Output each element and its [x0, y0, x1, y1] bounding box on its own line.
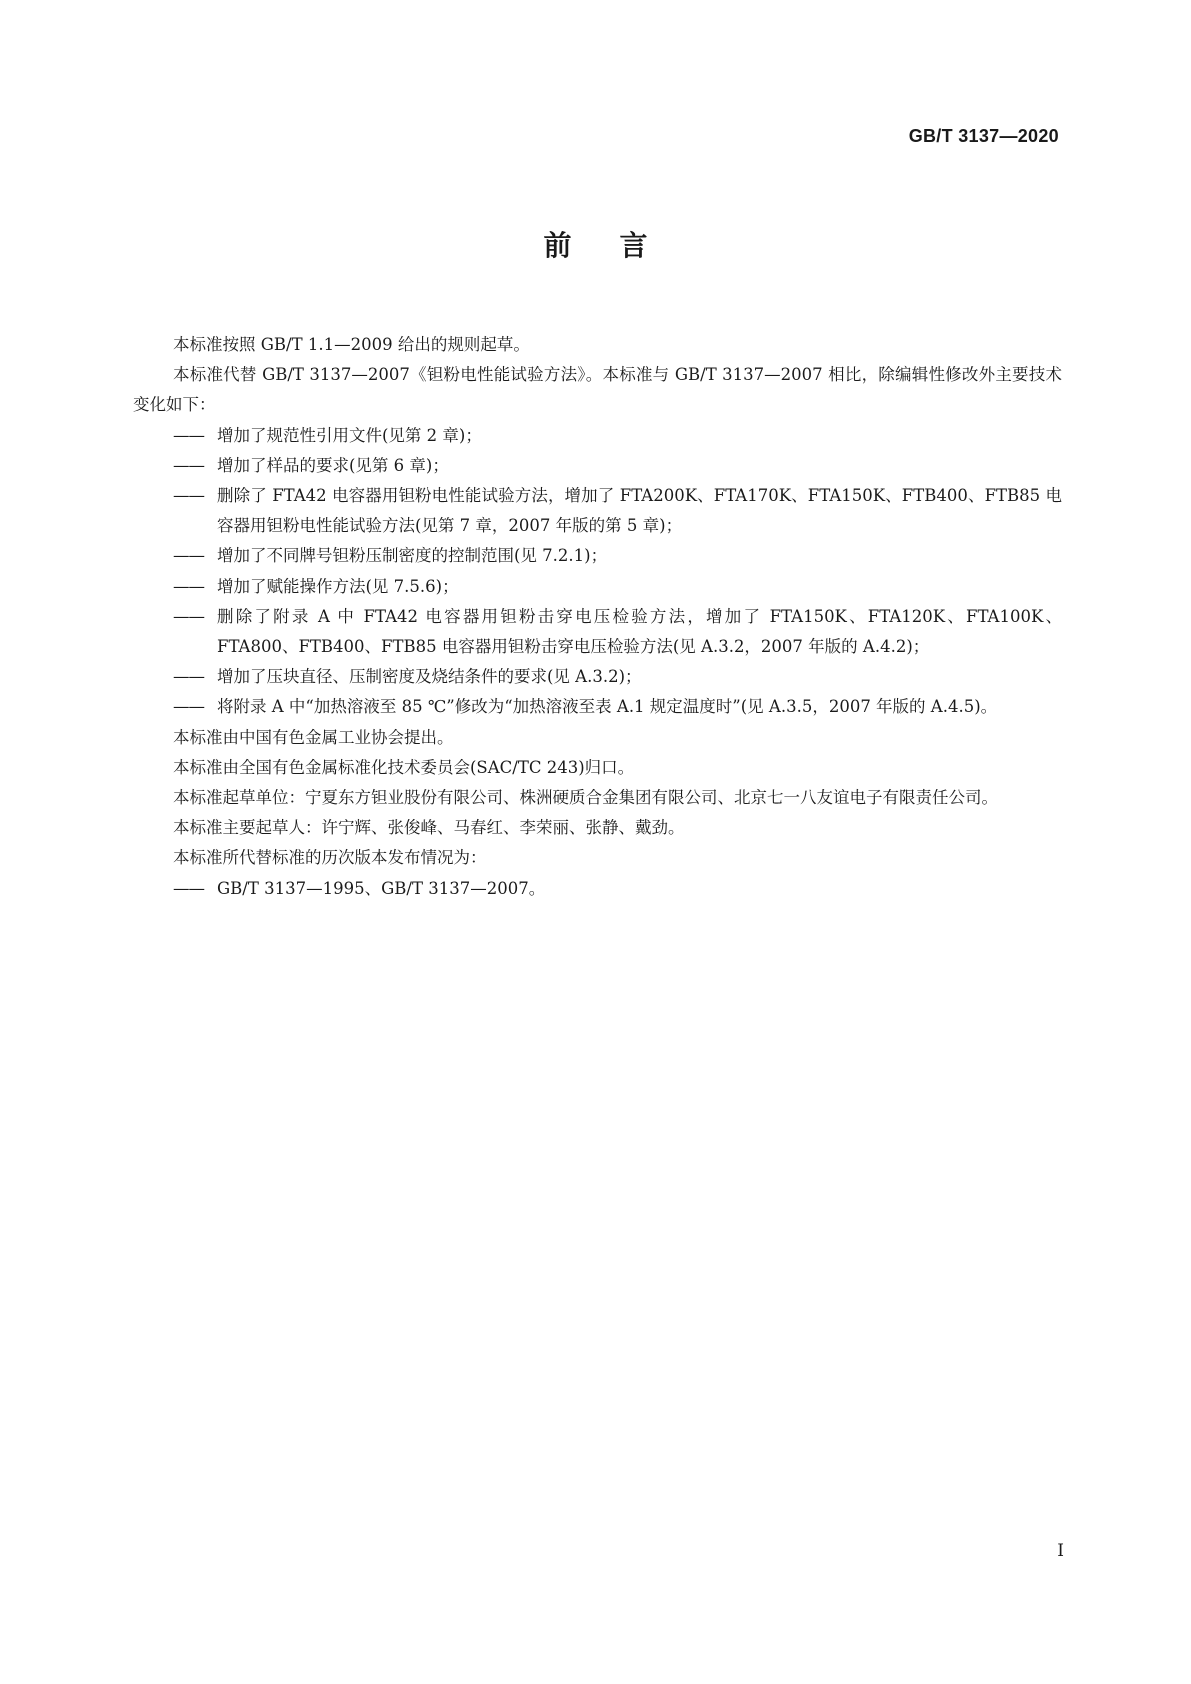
list-item-text: 增加了规范性引用文件(见第 2 章)；	[217, 425, 482, 445]
dash-marker: ——	[173, 455, 204, 475]
list-item	[133, 692, 1062, 722]
list-item	[133, 541, 1062, 571]
list-item	[133, 451, 1062, 481]
paragraph-drafting-rules: 本标准按照 GB/T 1.1—2009 给出的规则起草。	[173, 335, 530, 354]
paragraph-version-history: 本标准所代替标准的历次版本发布情况为：	[173, 848, 487, 868]
list-item-text: 增加了赋能操作方法(见 7.5.6)；	[217, 576, 459, 596]
dash-marker: ——	[173, 697, 204, 717]
list-item-text: GB/T 3137—1995、GB/T 3137—2007。	[217, 878, 546, 898]
standard-code: GB/T 3137—2020	[908, 126, 1059, 146]
list-item-text: 删除了 FTA42 电容器用钽粉电性能试验方法，增加了 FTA200K、FTA170K、FTA150K、FTB400、FTB85 电容器用钽粉电性能试验方法(见第 7 章，2007 年版的第 5 章)；	[217, 486, 1062, 536]
list-item	[133, 481, 1062, 541]
list-item	[133, 421, 1062, 451]
list-item	[133, 602, 1062, 662]
list-item-text: 删除了附录 A 中 FTA42 电容器用钽粉击穿电压检验方法，增加了 FTA150K、FTA120K、FTA100K、FTA800、FTB400、FTB85 电容器用钽粉击穿电压检验方法(见 A.3.2，2007 年版的 A.4.2)；	[217, 606, 1062, 657]
list-item-text: 增加了样品的要求(见第 6 章)；	[217, 455, 449, 475]
list-item	[133, 662, 1062, 692]
dash-marker: ——	[173, 878, 204, 898]
dash-marker: ——	[173, 425, 204, 445]
dash-marker: ——	[173, 546, 204, 566]
page-title: 前言	[543, 229, 696, 262]
dash-marker: ——	[173, 667, 204, 687]
dash-marker: ——	[173, 486, 204, 506]
list-item-text: 增加了压块直径、压制密度及烧结条件的要求(见 A.3.2)；	[217, 667, 642, 687]
list-item-version	[133, 874, 1062, 904]
dash-marker: ——	[173, 606, 204, 626]
paragraph-committee: 本标准由全国有色金属标准化技术委员会(SAC/TC 243)归口。	[173, 757, 635, 777]
paragraph-replacement: 本标准代替 GB/T 3137—2007《钽粉电性能试验方法》。本标准与 GB/T 3137—2007 相比，除编辑性修改外主要技术变化如下：	[133, 365, 1062, 415]
page-number: I	[1057, 1541, 1064, 1561]
list-item	[133, 572, 1062, 602]
dash-marker: ——	[173, 576, 204, 596]
paragraph-proposer: 本标准由中国有色金属工业协会提出。	[173, 727, 454, 747]
list-item-text: 将附录 A 中“加热溶液至 85 ℃”修改为“加热溶液至表 A.1 规定温度时”(见 A.3.5，2007 年版的 A.4.5)。	[217, 697, 998, 717]
paragraph-drafting-units: 本标准起草单位：宁夏东方钽业股份有限公司、株洲硬质合金集团有限公司、北京七一八友谊电子有限责任公司。	[173, 788, 998, 808]
list-item-text: 增加了不同牌号钽粉压制密度的控制范围(见 7.2.1)；	[217, 546, 608, 566]
document-body	[133, 330, 1062, 904]
paragraph-drafters: 本标准主要起草人：许宁辉、张俊峰、马春红、李荣丽、张静、戴劲。	[173, 818, 685, 838]
